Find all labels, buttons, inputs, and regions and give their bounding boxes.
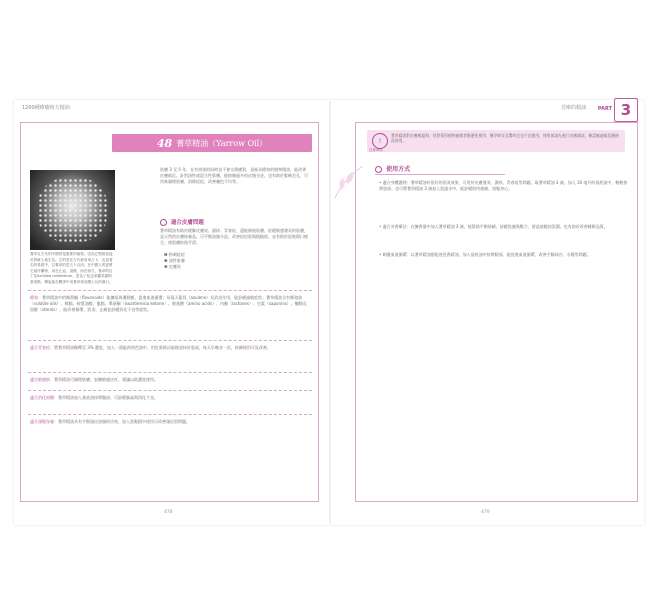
chapter-number-badge: 3 [614, 98, 638, 122]
method-4: 適合頭髮保養：蓍草精油具有平衡頭皮油脂的功效，加入洗髮精中使用可改善頭皮屑問題。 [30, 419, 190, 424]
usage-item: • 刺激血液循環：以蓍草精油搭配迷迭香精油，加入基底油中按摩腿部，能促進血液循環，改善手腳冰冷、水腫等問題。 [379, 252, 591, 257]
book-spread [14, 100, 644, 525]
usage-heading: 使用方式 [375, 164, 410, 173]
method-2: 適合敏感肌：蓍草精油可調理肌膚，安撫敏感泛紅，建議以低濃度使用。 [30, 377, 158, 382]
list-item: ❸ 皮膚炎 [164, 264, 181, 269]
intro-text: 肌膚 3 至 5 年，在有效果的同時也不會太傷膚質，是極具療效的植物精油，能改善皮膚暗沉。針對油性或混合性肌膚，能抑制過多的皮脂分泌，也有助於緊緻毛孔，可用來調理肌膚、消除痘痘、改善膚色不均等。 [160, 167, 308, 185]
flower-bullet-icon [375, 166, 382, 173]
page-frame-right [355, 122, 638, 502]
page-number-right: 479 [481, 510, 490, 515]
skin-problems-text: 蓍草精油有助於緩解皮膚炎、濕疹、青春痘，還能修復肌膚，舒緩敏感發炎的肌膚，是天然的皮膚保養品，可平衡油脂分泌，改善痘痘肌與粗糙肌，並有助於促進傷口癒合，使肌膚恢復平滑。 [160, 228, 308, 246]
list-item: ❷ 油性肌膚 [164, 258, 185, 263]
skin-problems-list [164, 252, 185, 270]
divider [28, 290, 312, 291]
left-page [14, 100, 329, 525]
photo-caption: 蓍草在古代的中國曾是重要的植物，因為它堅韌並能於貧瘠土地生長。它的莖在古代被用來占卜，也是著名的易經中，以蓍草的莖占卜吉凶。在中國人們更將它當作藥物，用在止血、退燒，而在西方，蓍草的紅丁花Achillea millefolium，是為了紀念希臘英雄阿基里斯，傳說他在戰爭中用蓍草來治療士兵的傷口。 [30, 252, 113, 284]
list-item: ❶ 粉刺痘痘 [164, 252, 185, 257]
right-page [331, 100, 644, 525]
oil-title-bar [112, 134, 312, 152]
caution-label: 注意事項 [369, 148, 383, 152]
running-head-left: 1200種療癒植方精油 [22, 105, 70, 111]
caution-text: 蓍草精油對皮膚較溫和，但對菊科植物過敏者應避免使用，懷孕婦女及嬰幼兒也不宜使用，使用前請先進行皮膚測試，確認無過敏反應後再使用。 [391, 133, 619, 144]
page-number-left: 478 [164, 510, 173, 515]
divider [28, 414, 312, 415]
flower-bullet-icon [160, 219, 167, 226]
pink-leaf-decoration-icon [333, 160, 373, 200]
divider [28, 372, 312, 373]
caution-box [367, 130, 625, 152]
method-3: 適合消化困擾：蓍草精油加入基底油按摩腹部，可舒緩脹氣與消化不良。 [30, 395, 158, 400]
skin-problems-heading: 適合皮膚問題 [160, 218, 204, 226]
running-head-right: 芳療的精油 [560, 105, 586, 111]
usage-item: • 適合身體護理：蓍草精油有很好的消炎效果，可用於皮膚發炎、濕疹、青春痘等問題。取蓍草精油 3 滴，加入 10 毫升的基底油中，輕輕按摩患部。也可將蓍草精油 3 滴加入泡澡水中，能舒緩肌肉痠痛，放鬆身心。 [379, 180, 628, 191]
method-1: 適合青春痘：將蓍草精油稀釋至 3% 濃度，加入一湯匙荷荷芭油中，用化妝棉沾取後塗抹於患部，每天早晚各一次，持續使用可見改善。 [30, 345, 271, 350]
divider [28, 390, 312, 391]
oil-number: 48 [156, 136, 173, 150]
divider [28, 340, 312, 341]
yarrow-flower-photo [30, 170, 115, 250]
efficacy-paragraph: 療效：蓍草精油中的類黃酮（flavonoids）能擴張周邊動脈，促進血液循環；母菊天藍烴（azulene）具消炎作用，能舒緩過敏症狀；蓍草精油含有揮發油（volatile oils）、樟腦、桉葉油醇、龍腦、單萜酮（isoartemisia ketone）、胺基酸（amino acids）、內酯（lactones）、皂素（saponins）、醣類及固醇（sterols），能改善循環、消炎、止痛並舒緩消化不良等症狀。 [30, 295, 307, 313]
usage-item: • 適合芳香療法：在擴香器中加入蓍草精油 3 滴，能幫助平衡情緒，舒緩焦慮與壓力，營造放鬆的氛圍，也有助於改善睡眠品質。 [379, 224, 608, 229]
part-label: PART [597, 106, 612, 112]
usage-underline [375, 174, 505, 175]
caution-icon: ! [372, 133, 388, 149]
oil-title: 蓍草精油（Yarrow Oil） [176, 138, 268, 148]
